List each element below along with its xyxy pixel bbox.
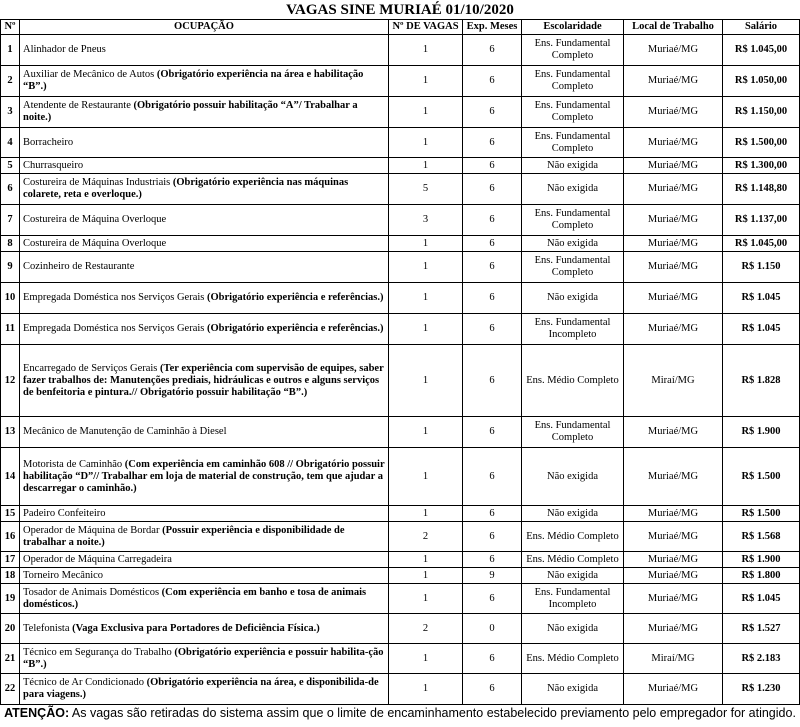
table-row <box>1 236 800 252</box>
job-table <box>0 19 800 705</box>
salary-cell: R$ 1.527 <box>723 614 800 644</box>
education-cell: Não exigida <box>522 674 624 705</box>
table-row <box>1 97 800 128</box>
salary-cell: R$ 1.900 <box>723 552 800 568</box>
occupation-name: Mecânico de Manutenção de Caminhão à Diesel <box>23 426 227 437</box>
occupation-requirements: (Com experiência em caminhão 608 // Obrigatório possuir habilitação “D”// Trabalhar em loja de material de construção, tem que ajudar a descarregar o caminhão.) <box>23 458 385 494</box>
education-cell: Não exigida <box>522 448 624 506</box>
location-cell: Muriaé/MG <box>624 128 723 158</box>
education-cell: Não exigida <box>522 506 624 522</box>
experience-cell: 6 <box>463 66 522 97</box>
row-number: 12 <box>1 345 20 417</box>
education-cell: Ens. Fundamental Completo <box>522 252 624 283</box>
salary-cell: R$ 1.500,00 <box>723 128 800 158</box>
location-cell: Muriaé/MG <box>624 552 723 568</box>
table-row <box>1 252 800 283</box>
vacancies-cell: 1 <box>389 568 463 584</box>
education-cell: Não exigida <box>522 236 624 252</box>
table-row <box>1 448 800 506</box>
occupation-name: Alinhador de Pneus <box>23 44 106 55</box>
occupation-requirements: (Obrigatório possuir habilitação “A”/ Trabalhar a noite.) <box>23 100 358 123</box>
occupation-name: Cozinheiro de Restaurante <box>23 261 135 272</box>
occupation-name: Atendente de Restaurante <box>23 100 131 111</box>
vacancies-cell: 5 <box>389 174 463 205</box>
vacancies-cell: 1 <box>389 158 463 174</box>
salary-cell: R$ 1.045 <box>723 283 800 314</box>
location-cell: Muriaé/MG <box>624 314 723 345</box>
vacancies-cell: 1 <box>389 584 463 614</box>
occupation-name: Motorista de Caminhão <box>23 458 123 470</box>
occupation-name: Churrasqueiro <box>23 159 84 171</box>
location-cell: Muriaé/MG <box>624 674 723 705</box>
occupation-cell <box>20 314 389 345</box>
education-cell: Não exigida <box>522 614 624 644</box>
occupation-requirements: (Com experiência em banho e tosa de animais domésticos.) <box>23 586 367 610</box>
occupation-cell <box>20 66 389 97</box>
experience-cell: 6 <box>463 283 522 314</box>
header-vacancies: Nº DE VAGAS <box>389 20 463 35</box>
occupation-requirements: (Obrigatório experiência e referências.) <box>207 323 384 334</box>
occupation-name: Operador de Máquina de Bordar <box>23 524 160 536</box>
occupation-name: Costureira de Máquinas Industriais <box>23 177 171 188</box>
salary-cell: R$ 1.045,00 <box>723 35 800 66</box>
occupation-cell <box>20 174 389 205</box>
salary-cell: R$ 1.828 <box>723 345 800 417</box>
location-cell: Muriaé/MG <box>624 97 723 128</box>
vacancies-cell: 1 <box>389 674 463 705</box>
occupation-name: Borracheiro <box>23 136 74 148</box>
education-cell: Ens. Fundamental Incompleto <box>522 314 624 345</box>
vacancies-cell: 1 <box>389 252 463 283</box>
occupation-cell <box>20 448 389 506</box>
occupation-requirements: (Vaga Exclusiva para Portadores de Deficiência Física.) <box>72 622 320 634</box>
salary-cell: R$ 1.150 <box>723 252 800 283</box>
row-number: 18 <box>1 568 20 584</box>
education-cell: Ens. Médio Completo <box>522 522 624 552</box>
header-education: Escolaridade <box>522 20 624 35</box>
vacancies-cell: 1 <box>389 128 463 158</box>
salary-cell: R$ 1.137,00 <box>723 205 800 236</box>
education-cell: Não exigida <box>522 174 624 205</box>
salary-cell: R$ 1.045 <box>723 584 800 614</box>
salary-cell: R$ 1.150,00 <box>723 97 800 128</box>
salary-cell: R$ 1.230 <box>723 674 800 705</box>
education-cell: Ens. Fundamental Completo <box>522 97 624 128</box>
education-cell: Não exigida <box>522 158 624 174</box>
occupation-cell <box>20 283 389 314</box>
attention-label: ATENÇÃO: <box>4 706 70 720</box>
occupation-requirements: (Obrigatório experiência e possuir habilita-ção “B”.) <box>23 646 384 670</box>
table-row <box>1 35 800 66</box>
location-cell: Muriaé/MG <box>624 283 723 314</box>
vacancies-cell: 1 <box>389 97 463 128</box>
location-cell: Muriaé/MG <box>624 236 723 252</box>
table-row <box>1 314 800 345</box>
row-number: 5 <box>1 158 20 174</box>
location-cell: Muriaé/MG <box>624 174 723 205</box>
table-row <box>1 506 800 522</box>
occupation-cell <box>20 584 389 614</box>
occupation-cell <box>20 568 389 584</box>
occupation-name: Telefonista <box>23 622 70 634</box>
vacancies-cell: 1 <box>389 552 463 568</box>
table-row <box>1 614 800 644</box>
occupation-requirements: (Obrigatório experiência na área, e disponibilida-de para viagens.) <box>23 677 379 700</box>
header-number: Nº <box>1 20 20 35</box>
salary-cell: R$ 1.500 <box>723 506 800 522</box>
location-cell: Muriaé/MG <box>624 614 723 644</box>
education-cell: Não exigida <box>522 283 624 314</box>
row-number: 13 <box>1 417 20 448</box>
experience-cell: 6 <box>463 314 522 345</box>
experience-cell: 6 <box>463 35 522 66</box>
experience-cell: 6 <box>463 448 522 506</box>
occupation-name: Torneiro Mecânico <box>23 569 104 581</box>
attention-text: As vagas são retiradas do sistema assim que o limite de encaminhamento estabelecido previamento pelo empregador for atingido. <box>71 706 796 720</box>
row-number: 17 <box>1 552 20 568</box>
row-number: 3 <box>1 97 20 128</box>
location-cell: Muriaé/MG <box>624 506 723 522</box>
occupation-name: Padeiro Confeiteiro <box>23 507 106 519</box>
location-cell: Miraí/MG <box>624 345 723 417</box>
education-cell: Ens. Médio Completo <box>522 345 624 417</box>
experience-cell: 6 <box>463 584 522 614</box>
occupation-cell <box>20 158 389 174</box>
salary-cell: R$ 1.148,80 <box>723 174 800 205</box>
occupation-name: Empregada Doméstica nos Serviços Gerais <box>23 292 205 303</box>
experience-cell: 6 <box>463 174 522 205</box>
experience-cell: 6 <box>463 252 522 283</box>
location-cell: Muriaé/MG <box>624 522 723 552</box>
row-number: 9 <box>1 252 20 283</box>
table-row <box>1 128 800 158</box>
table-row <box>1 552 800 568</box>
occupation-name: Tosador de Animais Domésticos <box>23 586 160 598</box>
occupation-requirements: (Obrigatório experiência na área e habilitação “B”.) <box>23 69 364 92</box>
salary-cell: R$ 1.045 <box>723 314 800 345</box>
row-number: 1 <box>1 35 20 66</box>
header-location: Local de Trabalho <box>624 20 723 35</box>
vacancies-cell: 1 <box>389 236 463 252</box>
row-number: 19 <box>1 584 20 614</box>
location-cell: Muriaé/MG <box>624 417 723 448</box>
row-number: 14 <box>1 448 20 506</box>
vacancies-cell: 2 <box>389 614 463 644</box>
location-cell: Muriaé/MG <box>624 448 723 506</box>
vacancies-cell: 1 <box>389 506 463 522</box>
row-number: 22 <box>1 674 20 705</box>
occupation-cell <box>20 522 389 552</box>
experience-cell: 6 <box>463 236 522 252</box>
location-cell: Muriaé/MG <box>624 66 723 97</box>
location-cell: Muriaé/MG <box>624 205 723 236</box>
occupation-name: Costureira de Máquina Overloque <box>23 237 167 249</box>
occupation-cell <box>20 205 389 236</box>
occupation-cell <box>20 552 389 568</box>
vacancies-cell: 1 <box>389 345 463 417</box>
experience-cell: 6 <box>463 522 522 552</box>
header-occupation: OCUPAÇÃO <box>20 20 389 35</box>
salary-cell: R$ 1.500 <box>723 448 800 506</box>
header-salary: Salário <box>723 20 800 35</box>
row-number: 8 <box>1 236 20 252</box>
salary-cell: R$ 1.568 <box>723 522 800 552</box>
row-number: 2 <box>1 66 20 97</box>
vacancies-cell: 3 <box>389 205 463 236</box>
location-cell: Muriaé/MG <box>624 584 723 614</box>
row-number: 15 <box>1 506 20 522</box>
experience-cell: 6 <box>463 205 522 236</box>
education-cell: Ens. Médio Completo <box>522 644 624 674</box>
table-row <box>1 66 800 97</box>
vacancies-cell: 1 <box>389 448 463 506</box>
occupation-cell <box>20 417 389 448</box>
location-cell: Muriaé/MG <box>624 35 723 66</box>
education-cell: Ens. Fundamental Completo <box>522 128 624 158</box>
table-row <box>1 174 800 205</box>
occupation-name: Empregada Doméstica nos Serviços Gerais <box>23 323 205 334</box>
vacancies-cell: 2 <box>389 522 463 552</box>
salary-cell: R$ 1.050,00 <box>723 66 800 97</box>
occupation-cell <box>20 97 389 128</box>
salary-cell: R$ 1.800 <box>723 568 800 584</box>
occupation-name: Técnico de Ar Condicionado <box>23 677 145 688</box>
row-number: 4 <box>1 128 20 158</box>
vacancies-cell: 1 <box>389 35 463 66</box>
experience-cell: 6 <box>463 644 522 674</box>
row-number: 16 <box>1 522 20 552</box>
occupation-name: Operador de Máquina Carregadeira <box>23 553 172 565</box>
education-cell: Não exigida <box>522 568 624 584</box>
location-cell: Muriaé/MG <box>624 568 723 584</box>
table-header-row <box>1 20 800 35</box>
header-experience: Exp. Meses <box>463 20 522 35</box>
education-cell: Ens. Fundamental Completo <box>522 66 624 97</box>
vacancies-cell: 1 <box>389 417 463 448</box>
vacancies-cell: 1 <box>389 314 463 345</box>
occupation-cell <box>20 614 389 644</box>
education-cell: Ens. Fundamental Completo <box>522 205 624 236</box>
salary-cell: R$ 1.045,00 <box>723 236 800 252</box>
experience-cell: 6 <box>463 97 522 128</box>
occupation-cell <box>20 506 389 522</box>
occupation-cell <box>20 35 389 66</box>
table-row <box>1 283 800 314</box>
occupation-requirements: (Obrigatório experiência nas máquinas colarete, reta e overloque.) <box>23 177 349 200</box>
table-row <box>1 205 800 236</box>
experience-cell: 6 <box>463 417 522 448</box>
experience-cell: 6 <box>463 552 522 568</box>
occupation-cell <box>20 128 389 158</box>
page-title: VAGAS SINE MURIAÉ 01/10/2020 <box>286 2 514 18</box>
experience-cell: 6 <box>463 674 522 705</box>
row-number: 10 <box>1 283 20 314</box>
location-cell: Muriaé/MG <box>624 158 723 174</box>
education-cell: Ens. Fundamental Completo <box>522 35 624 66</box>
vacancies-cell: 1 <box>389 644 463 674</box>
occupation-cell <box>20 252 389 283</box>
experience-cell: 6 <box>463 158 522 174</box>
table-row <box>1 417 800 448</box>
table-row <box>1 345 800 417</box>
experience-cell: 6 <box>463 128 522 158</box>
occupation-cell <box>20 345 389 417</box>
occupation-name: Encarregado de Serviços Gerais <box>23 362 158 374</box>
experience-cell: 6 <box>463 506 522 522</box>
occupation-cell <box>20 236 389 252</box>
row-number: 11 <box>1 314 20 345</box>
table-row <box>1 158 800 174</box>
location-cell: Muriaé/MG <box>624 252 723 283</box>
vacancies-cell: 1 <box>389 283 463 314</box>
row-number: 21 <box>1 644 20 674</box>
occupation-requirements: (Ter experiência com supervisão de equipes, saber fazer trabalhos de: Manutenções prediais, hidráulicas e outros e alguns serviços de benfeitoria e pintura.// Obrigatório possuir habilitação “B”.) <box>23 362 384 398</box>
education-cell: Ens. Fundamental Completo <box>522 417 624 448</box>
location-cell: Miraí/MG <box>624 644 723 674</box>
table-row <box>1 644 800 674</box>
table-row <box>1 584 800 614</box>
table-row <box>1 522 800 552</box>
salary-cell: R$ 1.300,00 <box>723 158 800 174</box>
occupation-name: Costureira de Máquina Overloque <box>23 214 167 225</box>
education-cell: Ens. Fundamental Incompleto <box>522 584 624 614</box>
education-cell: Ens. Médio Completo <box>522 552 624 568</box>
occupation-requirements: (Possuir experiência e disponibilidade de trabalhar a noite.) <box>23 524 345 548</box>
occupation-cell <box>20 644 389 674</box>
experience-cell: 9 <box>463 568 522 584</box>
salary-cell: R$ 1.900 <box>723 417 800 448</box>
experience-cell: 6 <box>463 345 522 417</box>
attention-note <box>0 700 800 727</box>
row-number: 7 <box>1 205 20 236</box>
row-number: 20 <box>1 614 20 644</box>
occupation-name: Técnico em Segurança do Trabalho <box>23 646 172 658</box>
experience-cell: 0 <box>463 614 522 644</box>
salary-cell: R$ 2.183 <box>723 644 800 674</box>
occupation-name: Auxiliar de Mecânico de Autos <box>23 69 155 80</box>
row-number: 6 <box>1 174 20 205</box>
occupation-requirements: (Obrigatório experiência e referências.) <box>207 292 384 303</box>
table-row <box>1 568 800 584</box>
vacancies-cell: 1 <box>389 66 463 97</box>
